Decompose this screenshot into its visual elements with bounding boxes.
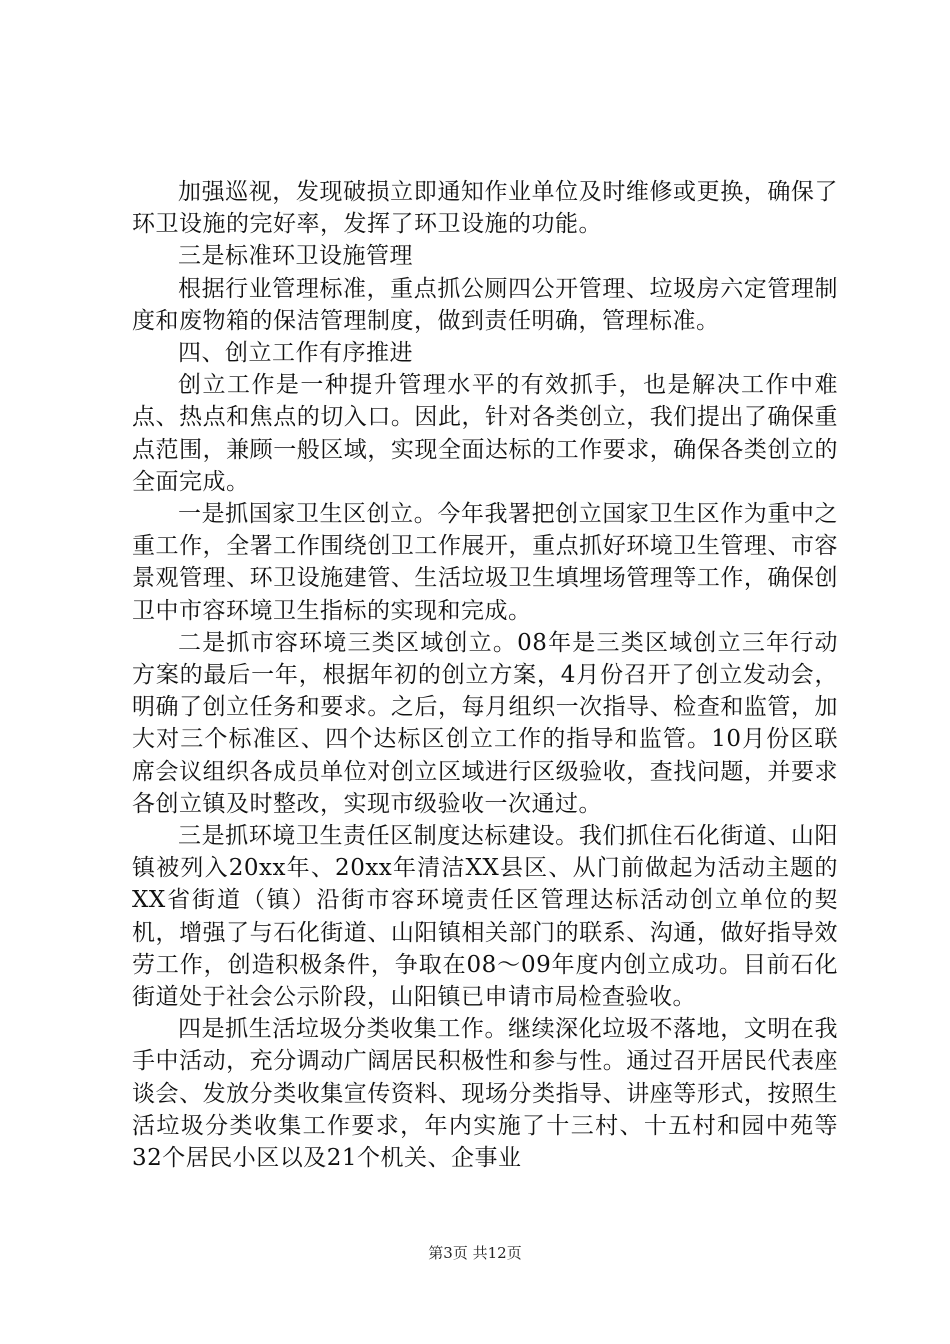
paragraph-responsibility-zone: 三是抓环境卫生责任区制度达标建设。我们抓住石化街道、山阳镇被列入20xx年、20xx年清洁XX县区、从门前做起为活动主题的XX省街道（镇）沿街市容环境责任区管理达标活动创立单位的契机，增强了与石化街道、山阳镇相关部门的联系、沟通，做好指导效劳工作，创造积极条件，争取在08～09年度内创立成功。目前石化街道处于社会公示阶段，山阳镇已申请市局检查验收。 bbox=[132, 823, 838, 1011]
paragraph-creation-intro: 创立工作是一种提升管理水平的有效抓手，也是解决工作中难点、热点和焦点的切入口。因此，针对各类创立，我们提出了确保重点范围，兼顾一般区域，实现全面达标的工作要求，确保各类创立的全面完成。 bbox=[132, 372, 838, 495]
page-number-footer: 第3页 共12页 bbox=[428, 1244, 522, 1262]
document-body bbox=[132, 176, 838, 1174]
paragraph-facility-inspection: 加强巡视，发现破损立即通知作业单位及时维修或更换，确保了环卫设施的完好率，发挥了环卫设施的功能。 bbox=[132, 179, 838, 238]
paragraph-heading-section-four: 四、创立工作有序推进 bbox=[178, 340, 413, 367]
paragraph-waste-sorting: 四是抓生活垃圾分类收集工作。继续深化垃圾不落地，文明在我手中活动，充分调动广阔居民积极性和参与性。通过召开居民代表座谈会、发放分类收集宣传资料、现场分类指导、讲座等形式，按照生活垃圾分类收集工作要求，年内实施了十三村、十五村和园中苑等32个居民小区以及21个机关、企事业 bbox=[132, 1016, 838, 1172]
paragraph-three-area-types: 二是抓市容环境三类区域创立。08年是三类区域创立三年行动方案的最后一年，根据年初的创立方案，4月份召开了创立发动会，明确了创立任务和要求。之后，每月组织一次指导、检查和监管，加大对三个标准区、四个达标区创立工作的指导和监管。10月份区联席会议组织各成员单位对创立区域进行区级验收，查找问题，并要求各创立镇及时整改，实现市级验收一次通过。 bbox=[132, 629, 838, 817]
paragraph-management-standards: 根据行业管理标准，重点抓公厕四公开管理、垃圾房六定管理制度和废物箱的保洁管理制度，做到责任明确，管理标准。 bbox=[132, 275, 838, 334]
paragraph-heading-facility-management: 三是标准环卫设施管理 bbox=[178, 243, 413, 270]
paragraph-national-health-district: 一是抓国家卫生区创立。今年我署把创立国家卫生区作为重中之重工作，全署工作围绕创卫工作展开，重点抓好环境卫生管理、市容景观管理、环卫设施建管、生活垃圾卫生填埋场管理等工作，确保创卫中市容环境卫生指标的实现和完成。 bbox=[132, 501, 838, 624]
